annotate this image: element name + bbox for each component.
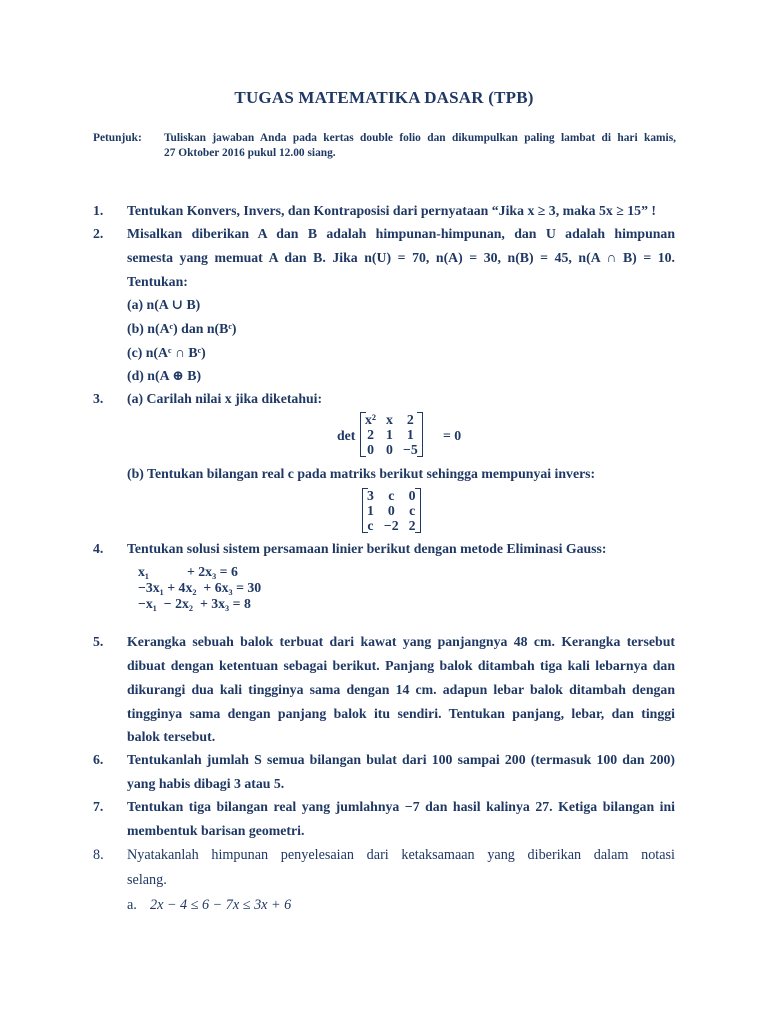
matrix-1-cell: x	[386, 412, 393, 427]
matrix-1-cell: 2	[406, 412, 414, 427]
q6-number: 6.	[93, 752, 104, 767]
matrix-1-row	[360, 442, 423, 457]
q5-line-2: dibuat dengan ketentuan sebagai berikut. Panjang balok ditambah tiga kali lebarnya dan	[127, 658, 675, 673]
matrix-1-cell: −5	[402, 442, 418, 457]
matrix-1-row	[360, 412, 423, 427]
q5-line-1: Kerangka sebuah balok terbuat dari kawat yang panjangnya 48 cm. Kerangka tersebut	[127, 634, 675, 649]
instructions-line-1: Tuliskan jawaban Anda pada kertas double folio dan dikumpulkan paling lambat di hari kamis,	[164, 132, 676, 144]
matrix-2	[362, 488, 421, 533]
matrix-2-cell: 0	[387, 503, 395, 518]
q4-equation-3: −x₁ − 2x₂ + 3x₃ = 8	[138, 596, 251, 611]
q8-number: 8.	[93, 847, 104, 863]
q4-equation-2: −3x₁ + 4x₂ + 6x₃ = 30	[138, 580, 262, 595]
matrix-2-cell: 1	[367, 503, 374, 518]
q6-line-1: Tentukanlah jumlah S semua bilangan bulat dari 100 sampai 200 (termasuk 100 dan 200)	[127, 752, 675, 767]
q5-line-3: dikurangi dua kali tingginya sama dengan 14 cm. adapun lebar balok ditambah dengan	[127, 682, 675, 697]
page-title: TUGAS MATEMATIKA DASAR (TPB)	[234, 88, 534, 107]
matrix-2-row	[362, 518, 421, 533]
q5-line-4: tingginya sama dengan panjang balok itu sendiri. Tentukan panjang, lebar, dan tinggi	[127, 706, 675, 721]
matrix-2-cell: c	[367, 518, 374, 533]
q2-line-3: Tentukan:	[127, 274, 188, 289]
matrix-1-cell: 2	[367, 427, 374, 442]
instructions-line-2: 27 Oktober 2016 pukul 12.00 siang.	[164, 147, 336, 159]
q2-line-1: Misalkan diberikan A dan B adalah himpunan-himpunan, dan U adalah himpunan	[127, 226, 675, 241]
matrix-1-cell: 0	[386, 442, 393, 457]
matrix-2-row	[362, 503, 421, 518]
q8-line-2: selang.	[127, 872, 167, 888]
matrix-2-row	[362, 488, 421, 503]
q2-line-2: semesta yang memuat A dan B. Jika n(U) = 70, n(A) = 30, n(B) = 45, n(A ∩ B) = 10.	[127, 250, 675, 265]
matrix-2-cell: c	[409, 503, 416, 518]
matrix-2-cell: 3	[367, 488, 374, 503]
q8-line-1: Nyatakanlah himpunan penyelesaian dari ketaksamaan yang diberikan dalam notasi	[127, 847, 675, 863]
q5-number: 5.	[93, 634, 104, 649]
q8-item-a-label: a.	[127, 897, 137, 913]
q4-text: Tentukan solusi sistem persamaan linier berikut dengan metode Eliminasi Gauss:	[127, 541, 607, 556]
q7-line-2: membentuk barisan geometri.	[127, 823, 305, 838]
q4-number: 4.	[93, 541, 104, 556]
q2-number: 2.	[93, 226, 104, 241]
q2-item-c: (c) n(Aᶜ ∩ Bᶜ)	[127, 345, 206, 360]
q3-number: 3.	[93, 391, 104, 406]
matrix-2-cell: 0	[408, 488, 416, 503]
instructions-label: Petunjuk:	[93, 132, 142, 144]
q7-number: 7.	[93, 799, 104, 814]
matrix-1-cell: x²	[365, 412, 377, 427]
q5-line-5: balok tersebut.	[127, 729, 216, 744]
matrix-1-cell: 0	[367, 442, 374, 457]
q3-item-a: (a) Carilah nilai x jika diketahui:	[127, 391, 323, 406]
det-rhs: = 0	[443, 428, 462, 443]
q2-item-d: (d) n(A ⊕ B)	[127, 368, 202, 383]
q3-item-b: (b) Tentukan bilangan real c pada matriks berikut sehingga mempunyai invers:	[127, 466, 596, 481]
q2-item-b: (b) n(Aᶜ) dan n(Bᶜ)	[127, 321, 237, 336]
q7-line-1: Tentukan tiga bilangan real yang jumlahnya −7 dan hasil kalinya 27. Ketiga bilangan ini	[127, 799, 675, 814]
q1-text: Tentukan Konvers, Invers, dan Kontraposisi dari pernyataan “Jika x ≥ 3, maka 5x ≥ 15” !	[127, 203, 657, 218]
matrix-1	[360, 412, 423, 457]
det-label: det	[337, 428, 356, 443]
matrix-1-cell: 1	[406, 427, 414, 442]
q8-item-a-expression: 2x − 4 ≤ 6 − 7x ≤ 3x + 6	[150, 897, 292, 913]
matrix-1-row	[360, 427, 423, 442]
q4-equation-1: x₁ + 2x₃ = 6	[138, 564, 238, 579]
matrix-2-cell: 2	[408, 518, 416, 533]
matrix-1-cell: 1	[386, 427, 393, 442]
q1-number: 1.	[93, 203, 104, 218]
matrix-2-cell: −2	[383, 518, 399, 533]
instructions-body	[164, 131, 676, 161]
q6-line-2: yang habis dibagi 3 atau 5.	[127, 776, 285, 791]
q2-item-a: (a) n(A ∪ B)	[127, 297, 201, 312]
matrix-2-cell: c	[388, 488, 395, 503]
